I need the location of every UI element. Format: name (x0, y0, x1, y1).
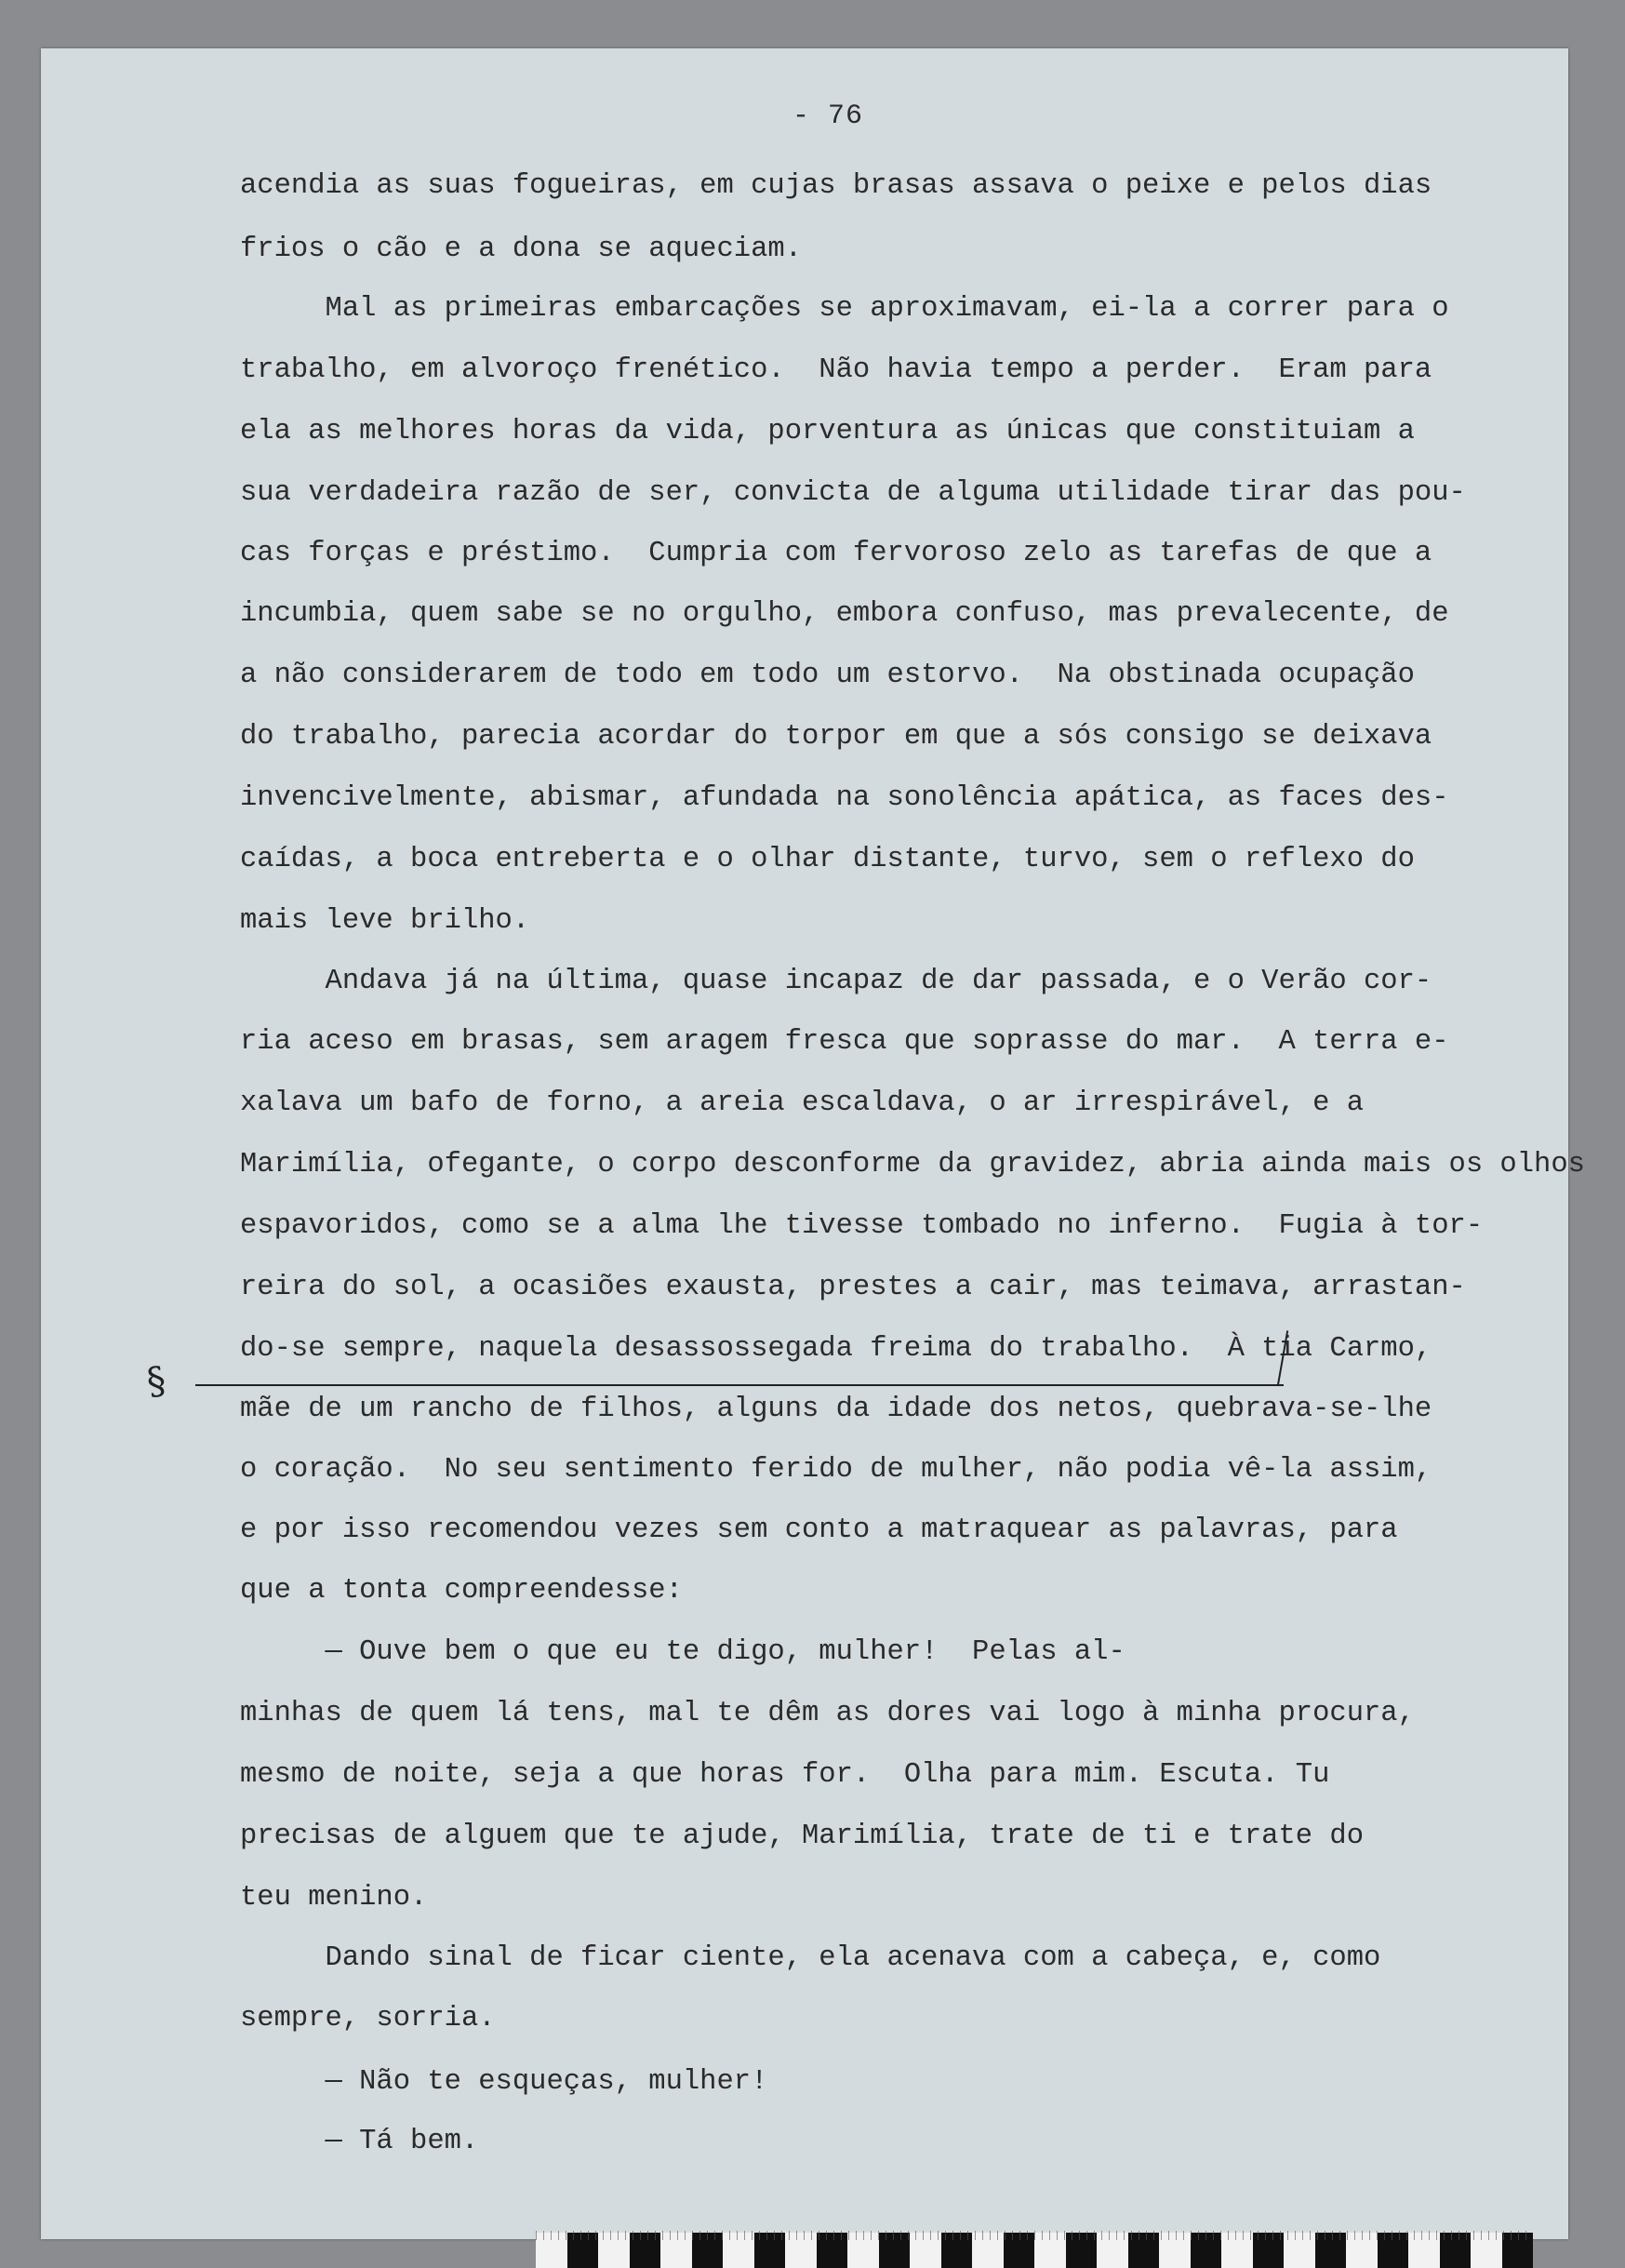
text-line: — Ouve bem o que eu te digo, mulher! Pelas al- (240, 1636, 1126, 1668)
text-line: xalava um bafo de forno, a areia escaldava, o ar irrespirável, e a (240, 1087, 1364, 1119)
text-line: frios o cão e a dona se aqueciam. (240, 233, 802, 265)
text-line: ela as melhores horas da vida, porventura as únicas que constituiam a (240, 416, 1415, 447)
text-line: o coração. No seu sentimento ferido de mulher, não podia vê-la assim, (240, 1454, 1432, 1486)
text-line: — Não te esqueças, mulher! (240, 2066, 768, 2098)
text-line: reira do sol, a ocasiões exausta, prestes a cair, mas teimava, arrastan- (240, 1272, 1466, 1303)
text-line: caídas, a boca entreberta e o olhar distante, turvo, sem o reflexo do (240, 844, 1415, 875)
page-number: - 76 (793, 100, 864, 132)
insertion-line (195, 1384, 1284, 1386)
text-line: Mal as primeiras embarcações se aproximavam, ei-la a correr para o (240, 293, 1449, 325)
scale-ruler-ticks (536, 2231, 1533, 2240)
text-line: espavoridos, como se a alma lhe tivesse tombado no inferno. Fugia à tor- (240, 1210, 1484, 1242)
text-line: Andava já na última, quase incapaz de dar passada, e o Verão cor- (240, 966, 1432, 997)
text-line: sempre, sorria. (240, 2003, 496, 2035)
text-line: cas forças e préstimo. Cumpria com fervoroso zelo as tarefas de que a (240, 538, 1432, 569)
text-line: Marimília, ofegante, o corpo desconforme da gravidez, abria ainda mais os olhos (240, 1149, 1585, 1181)
text-line: acendia as suas fogueiras, em cujas brasas assava o peixe e pelos dias (240, 170, 1432, 202)
margin-section-mark: § (143, 1358, 169, 1405)
text-line: precisas de alguem que te ajude, Marimília, trate de ti e trate do (240, 1821, 1364, 1852)
text-line: Dando sinal de ficar ciente, ela acenava com a cabeça, e, como (240, 1942, 1381, 1974)
text-line: sua verdadeira razão de ser, convicta de alguma utilidade tirar das pou- (240, 477, 1466, 509)
text-line: — Tá bem. (240, 2126, 479, 2157)
text-line: ria aceso em brasas, sem aragem fresca que soprasse do mar. A terra e- (240, 1026, 1449, 1058)
text-line: que a tonta compreendesse: (240, 1575, 683, 1607)
text-line: e por isso recomendou vezes sem conto a matraquear as palavras, para (240, 1514, 1398, 1546)
text-line: do-se sempre, naquela desassossegada freima do trabalho. À tia Carmo, (240, 1333, 1432, 1365)
text-line: invencivelmente, abismar, afundada na sonolência apática, as faces des- (240, 782, 1449, 814)
text-line: do trabalho, parecia acordar do torpor em que a sós consigo se deixava (240, 721, 1432, 753)
text-line: mãe de um rancho de filhos, alguns da idade dos netos, quebrava-se-lhe (240, 1394, 1432, 1425)
text-line: trabalho, em alvoroço frenético. Não havia tempo a perder. Eram para (240, 354, 1432, 386)
text-line: mais leve brilho. (240, 905, 530, 937)
text-line: minhas de quem lá tens, mal te dêm as dores vai logo à minha procura, (240, 1698, 1415, 1729)
text-line: mesmo de noite, seja a que horas for. Olha para mim. Escuta. Tu (240, 1759, 1330, 1791)
text-line: incumbia, quem sabe se no orgulho, embora confuso, mas prevalecente, de (240, 598, 1449, 630)
text-line: a não considerarem de todo em todo um estorvo. Na obstinada ocupação (240, 660, 1415, 691)
text-line: teu menino. (240, 1882, 428, 1914)
